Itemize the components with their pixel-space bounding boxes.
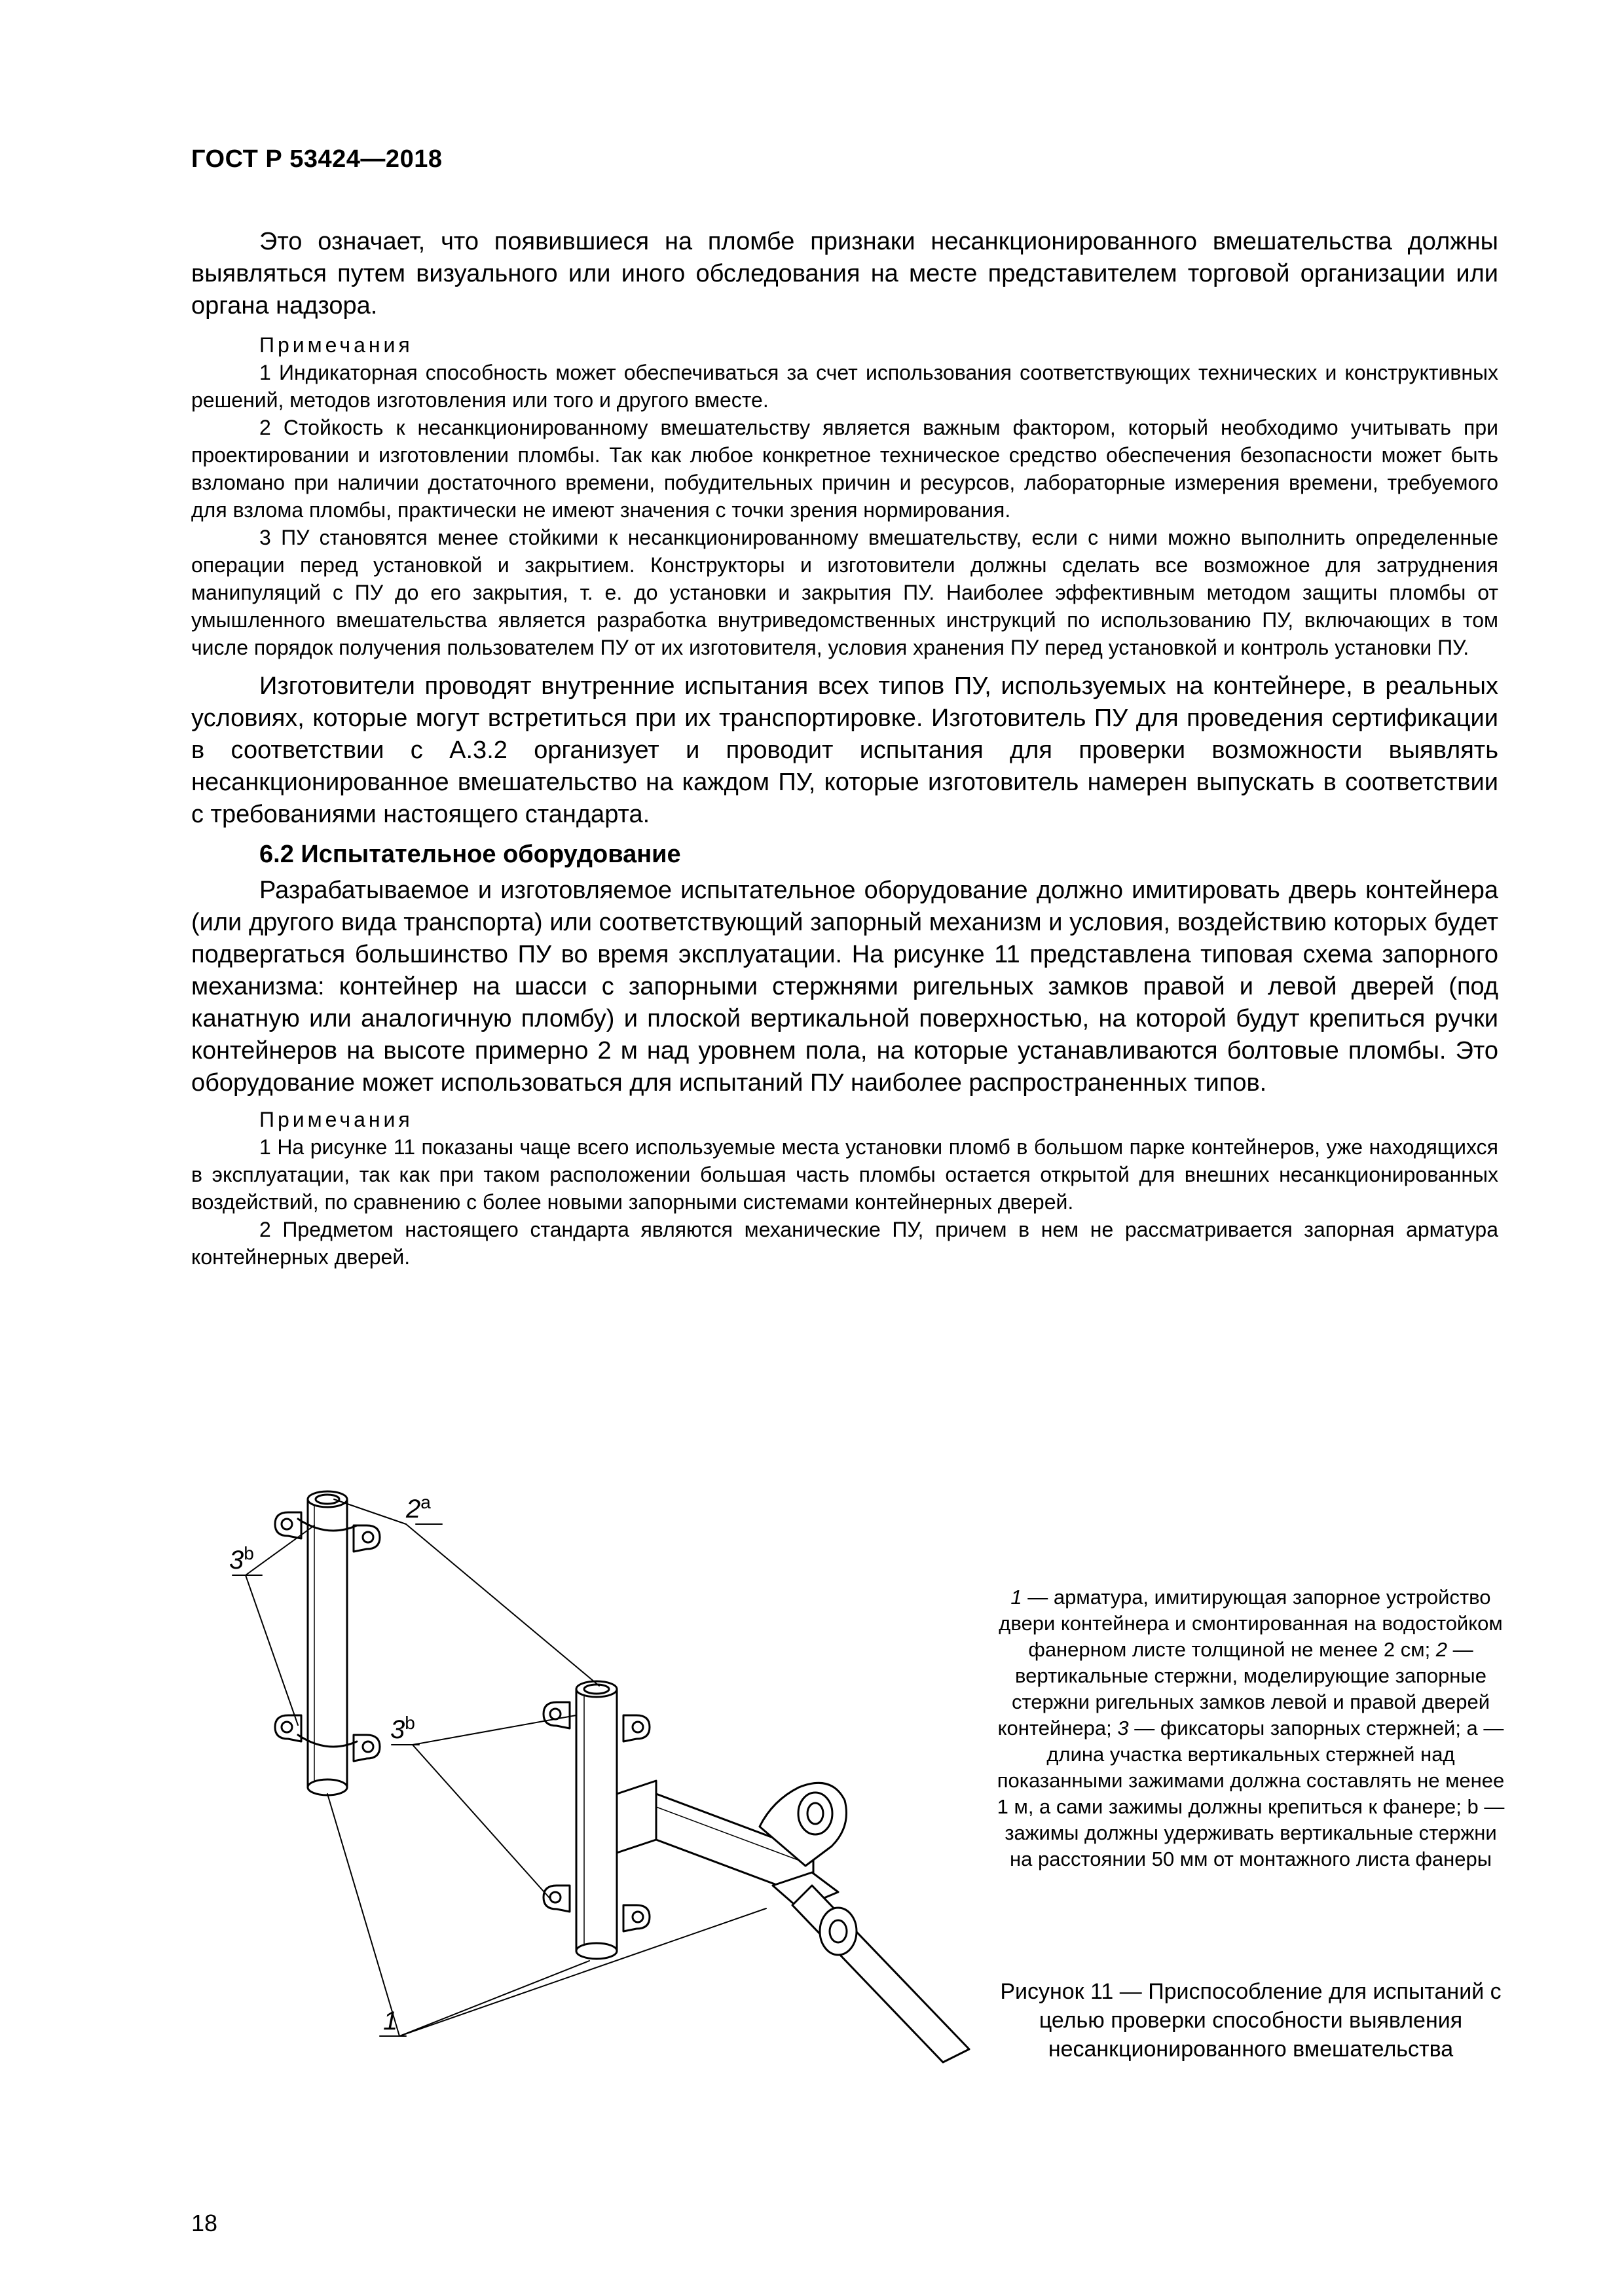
notes-heading: Примечания (259, 1108, 413, 1131)
notes-heading: Примечания (259, 333, 413, 357)
note-item: 1 На рисунке 11 показаны чаще всего используемые места установки пломб в большом парке контейнеров, уже находящихся в эксплуатации, так как при таком расположении большая часть пломбы остается открытой для внешних несанкционированных воздействий, по сравнению с более новыми запорными системами контейнерных дверей. (191, 1135, 1498, 1214)
note-item: 2 Предметом настоящего стандарта являются механические ПУ, причем в нем не рассматривается запорная арматура контейнерных дверей. (191, 1218, 1498, 1269)
figure-caption: Рисунок 11 — Приспособление для испытаний с целью проверки способности выявления несанкционированного вмешательства (1000, 1979, 1502, 2062)
paragraph-test-equipment: Разрабатываемое и изготовляемое испытательное оборудование должно имитировать дверь контейнера (или другого вида транспорта) или соответствующий запорный механизм и условия, воздействию которых будет подвергаться большинство ПУ во время эксплуатации. На рисунке 11 представлена типовая схема запорного механизма: контейнер на шасси с запорными стержнями ригельных замков правой и левой дверей (под канатную или аналогичную пломбу) и плоской вертикальной поверхностью, на которой будут крепиться ручки контейнеров на высоте примерно 2 м над уровнем пола, на которые устанавливаются болтовые пломбы. Это оборудование может использоваться для испытаний ПУ наиболее распространенных типов. (191, 877, 1498, 1097)
door-handle-lever (617, 1781, 969, 2062)
section-heading: 6.2 Испытательное оборудование (259, 841, 681, 868)
label-3-left: 3$^b$ (229, 1543, 254, 1575)
right-rod (576, 1681, 617, 1959)
label-2: 2$^a$ (406, 1492, 431, 1523)
figure-11-drawing (183, 1427, 995, 2082)
note-item: 1 Индикаторная способность может обеспечиваться за счет использования соответствующих технических и конструктивных решений, методов изготовления или того и другого вместе. (191, 361, 1498, 412)
label-3-right: 3$^b$ (390, 1713, 415, 1744)
label-1: 1 (383, 2007, 398, 2035)
paragraph-manufacturer-tests: Изготовители проводят внутренние испытания всех типов ПУ, используемых на контейнере, в реальных условиях, которые могут встретиться при их транспортировке. Изготовитель ПУ для проведения сертификации в соответствии с А.3.2 организует и проводит испытания для проверки возможности выявлять несанкционированное вмешательство на каждом ПУ, которые изготовитель намерен выпускать в соответствии с требованиями настоящего стандарта. (191, 672, 1498, 828)
note-item: 2 Стойкость к несанкционированному вмешательству является важным фактором, который необходимо учитывать при проектировании и изготовлении пломбы. Так как любое конкретное техническое средство обеспечения безопасности может быть взломано при наличии достаточного времени, побудительных причин и ресурсов, лабораторные измерения времени, требуемого для взлома пломбы, практически не имеют значения с точки зрения нормирования. (191, 416, 1498, 522)
document-header: ГОСТ Р 53424—2018 (191, 145, 443, 173)
paragraph-indication: Это означает, что появившиеся на пломбе признаки несанкционированного вмешательства должны выявляться путем визуального или иного обследования на месте представителем торговой организации или органа надзора. (191, 228, 1498, 319)
note-item: 3 ПУ становятся менее стойкими к несанкционированному вмешательству, если с ними можно выполнить определенные операции перед установкой и закрытием. Конструкторы и изготовители должны сделать все возможное для затруднения манипуляций с ПУ до его закрытия, т. е. до установки и закрытия ПУ. Наиболее эффективным методом защиты пломбы от умышленного вмешательства является разработка внутриведомственных инструкций по использованию ПУ, включающих в том числе порядок получения пользователем ПУ от их изготовителя, условия хранения ПУ перед установкой и контроль установки ПУ. (191, 526, 1498, 659)
page-body (191, 226, 1498, 1271)
figure-legend: 1 — арматура, имитирующая запорное устройство двери контейнера и смонтированная на водостойком фанерном листе толщиной не менее 2 см; 2 — вертикальные стержни, моделирующие запорные стержни ригельных замков левой и правой дверей контейнера; 3 — фиксаторы запорных стержней; а — длина участка вертикальных стержней над показанными зажимами должна составлять не менее 1 м, а сами зажимы должны крепиться к фанере; b — зажимы должны удерживать вертикальные стержни на расстоянии 50 мм от монтажного листа фанеры (997, 1586, 1505, 1870)
page-number: 18 (191, 2210, 218, 2236)
left-rod (308, 1491, 347, 1795)
